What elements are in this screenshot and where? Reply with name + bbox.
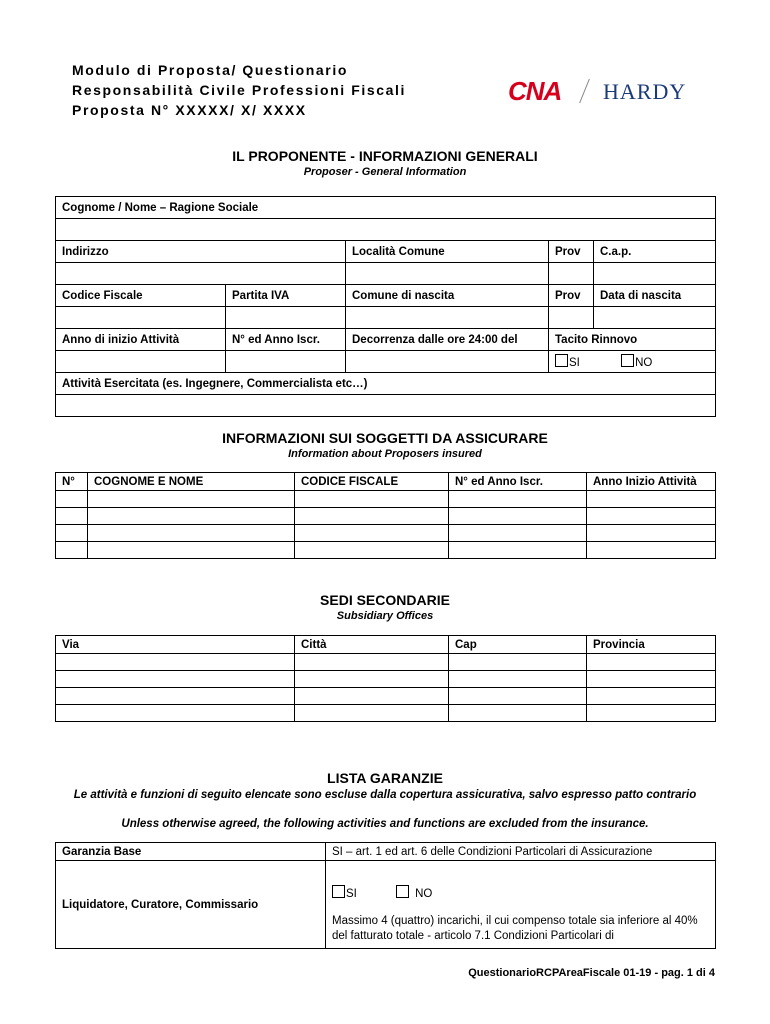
attivita-label: Attività Esercitata (es. Ingegnere, Commercialista etc…) <box>56 373 716 395</box>
section-guarantees-title: LISTA GARANZIE <box>327 770 443 786</box>
insured-table <box>55 472 716 559</box>
tacito-si-label: SI <box>569 357 580 369</box>
decorrenza-field[interactable] <box>346 351 549 373</box>
decorrenza-label: Decorrenza dalle ore 24:00 del <box>346 329 549 351</box>
prov-field[interactable] <box>549 263 594 285</box>
prov-nascita-label: Prov <box>549 285 594 307</box>
indirizzo-field[interactable] <box>56 263 346 285</box>
table-row <box>56 654 716 671</box>
section-proposer-subtitle: Proposer - General Information <box>303 166 467 178</box>
section-proposer-title: IL PROPONENTE - INFORMAZIONI GENERALI <box>232 148 538 164</box>
table-row <box>56 671 716 688</box>
cap-label: C.a.p. <box>594 241 716 263</box>
table-row <box>56 688 716 705</box>
insured-col-name: COGNOME E NOME <box>88 473 295 491</box>
liquidatore-no-label: NO <box>415 888 433 900</box>
anno-inizio-field[interactable] <box>56 351 226 373</box>
anno-inizio-label: Anno di inizio Attività <box>56 329 226 351</box>
offices-col-cap: Cap <box>449 636 587 654</box>
n-anno-iscr-label: N° ed Anno Iscr. <box>226 329 346 351</box>
liquidatore-no-checkbox[interactable] <box>396 885 409 898</box>
localita-label: Località Comune <box>346 241 549 263</box>
exclusions-note-it: Le attività e funzioni di seguito elencate sono escluse dalla copertura assicurativa, salvo espresso patto contrario <box>73 789 697 801</box>
garanzia-base-value: SI – art. 1 ed art. 6 delle Condizioni Particolari di Assicurazione <box>326 843 716 861</box>
table-row <box>56 542 716 559</box>
section-insured-subtitle: Information about Proposers insured <box>288 448 482 460</box>
insured-col-anno: Anno Inizio Attività <box>587 473 716 491</box>
hardy-logo-text: HARDY <box>603 79 687 104</box>
header-title-line2: Responsabilità Civile Professioni Fiscali <box>72 82 407 98</box>
localita-field[interactable] <box>346 263 549 285</box>
page-footer: QuestionarioRCPAreaFiscale 01-19 - pag. 1 di 4 <box>468 967 715 979</box>
cna-hardy-logo <box>508 76 720 106</box>
garanzia-base-label: Garanzia Base <box>56 843 326 861</box>
tacito-no-checkbox[interactable] <box>621 354 634 367</box>
comune-nascita-field[interactable] <box>346 307 549 329</box>
tacito-no-label: NO <box>635 357 653 369</box>
exclusions-note-en: Unless otherwise agreed, the following activities and functions are excluded from the insurance. <box>121 818 649 830</box>
offices-col-citta: Città <box>295 636 449 654</box>
n-anno-iscr-field[interactable] <box>226 351 346 373</box>
partita-iva-field[interactable] <box>226 307 346 329</box>
section-offices-subtitle: Subsidiary Offices <box>336 610 434 622</box>
codice-fiscale-label: Codice Fiscale <box>56 285 226 307</box>
section-insured-title: INFORMAZIONI SUI SOGGETTI DA ASSICURARE <box>222 430 548 446</box>
data-nascita-field[interactable] <box>594 307 716 329</box>
prov-label: Prov <box>549 241 594 263</box>
offices-col-provincia: Provincia <box>587 636 716 654</box>
liquidatore-label: Liquidatore, Curatore, Commissario <box>56 861 326 949</box>
table-row <box>56 491 716 508</box>
cognome-label: Cognome / Nome – Ragione Sociale <box>56 197 716 219</box>
attivita-field[interactable] <box>56 395 716 417</box>
cna-logo-text: CNA <box>508 76 562 106</box>
header-proposal-number: Proposta N° XXXXX/ X/ XXXX <box>72 102 307 118</box>
liquidatore-si-checkbox[interactable] <box>332 885 345 898</box>
logo-divider <box>579 79 590 103</box>
liquidatore-options <box>326 861 716 949</box>
offices-table <box>55 635 716 722</box>
data-nascita-label: Data di nascita <box>594 285 716 307</box>
partita-iva-label: Partita IVA <box>226 285 346 307</box>
document-header <box>72 60 406 120</box>
table-row <box>56 705 716 722</box>
cognome-field[interactable] <box>56 219 716 241</box>
tacito-rinnovo-options <box>549 351 716 373</box>
table-row <box>56 508 716 525</box>
tacito-si-checkbox[interactable] <box>555 354 568 367</box>
insured-col-n: N° <box>56 473 88 491</box>
guarantees-table <box>55 842 716 949</box>
codice-fiscale-field[interactable] <box>56 307 226 329</box>
insured-col-iscr: N° ed Anno Iscr. <box>449 473 587 491</box>
proposer-table <box>55 196 716 417</box>
tacito-rinnovo-label: Tacito Rinnovo <box>549 329 716 351</box>
indirizzo-label: Indirizzo <box>56 241 346 263</box>
table-row <box>56 525 716 542</box>
offices-col-via: Via <box>56 636 295 654</box>
cap-field[interactable] <box>594 263 716 285</box>
comune-nascita-label: Comune di nascita <box>346 285 549 307</box>
insured-col-cf: CODICE FISCALE <box>295 473 449 491</box>
section-offices-title: SEDI SECONDARIE <box>320 592 450 608</box>
prov-nascita-field[interactable] <box>549 307 594 329</box>
liquidatore-note: Massimo 4 (quattro) incarichi, il cui compenso totale sia inferiore al 40% del fatturato totale - articolo 7.1 Condizioni Particolari di <box>332 915 698 942</box>
liquidatore-si-label: SI <box>346 888 357 900</box>
header-title-line1: Modulo di Proposta/ Questionario <box>72 62 348 78</box>
